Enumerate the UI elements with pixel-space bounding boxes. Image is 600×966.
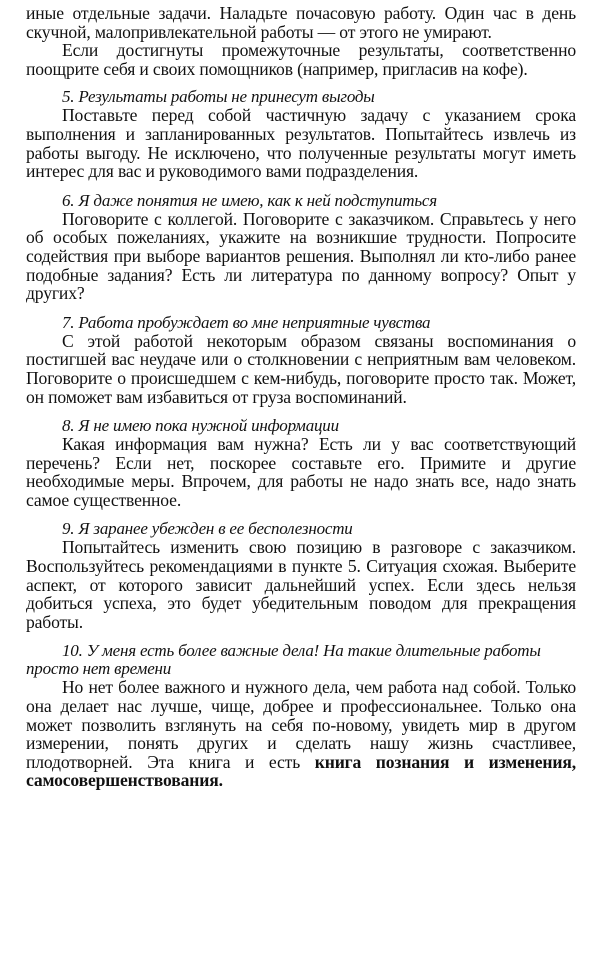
section-heading: 9. Я заранее убежден в ее бесполезности xyxy=(62,519,353,539)
section-body xyxy=(26,678,576,790)
section-body: Поставьте перед собой частичную задачу с указанием срока выполнения и запланированных результатов. Попытайтесь извлечь из работы выгоду. Не исключено, что полученные результаты могут иметь интерес для вас и руководимого вами подразделения. xyxy=(26,105,576,182)
section-heading: 5. Результаты работы не принесут выгоды xyxy=(62,87,375,107)
section-6 xyxy=(26,192,576,303)
book-emphasis: книга познания и изменения, самосовершенствования. xyxy=(26,751,576,791)
section-heading: 7. Работа пробуждает во мне неприятные чувства xyxy=(62,312,431,332)
section-body: Поговорите с коллегой. Поговорите с заказчиком. Справьтесь у него об особых пожеланиях, укажите на возникшие трудности. Попросите содействия при выборе вариантов решения. Выполнял ли кто-либо ранее подобные задания? Есть ли литература по данному вопросу? Опыт у других? xyxy=(26,208,576,304)
section-5 xyxy=(26,88,576,180)
section-body: Попытайтесь изменить свою позицию в разговоре с заказчиком. Воспользуйтесь рекомендациями в пункте 5. Ситуация схожая. Выберите аспект, от которого зависит дальнейший успех. Если здесь нельзя добиться успеха, это будет убедительным поводом для прекращения работы. xyxy=(26,537,576,632)
section-7 xyxy=(26,314,576,406)
section-8 xyxy=(26,417,576,509)
section-9 xyxy=(26,520,576,631)
section-heading: 10. У меня есть более важные дела! На такие длительные работы просто нет времени xyxy=(26,641,541,679)
section-heading: 8. Я не имею пока нужной информации xyxy=(62,416,339,436)
section-body: С этой работой некоторым образом связаны воспоминания о постигшей вас неудаче или о столкновении с неприятным вам человеком. Поговорите о происшедшем с кем-нибудь, поговорите просто так. Может, он поможет вам избавиться от груза воспоминаний. xyxy=(26,330,576,407)
section-heading: 6. Я даже понятия не имею, как к ней подступиться xyxy=(62,190,437,210)
intro-paragraph: Если достигнуты промежуточные результаты, соответственно поощрите себя и своих помощников (например, пригласив на кофе). xyxy=(26,40,576,79)
document-page xyxy=(26,4,576,790)
section-body-text: Но нет более важного и нужного дела, чем работа над собой. Только она делает нас лучше, чище, добрее и профессиональнее. Только она может позволить взглянуть на себя по-новому, увидеть мир в другом измерении, понять других и сделать нашу жизнь счастливее, плодотворней. Эта книга и есть xyxy=(26,677,576,772)
section-body: Какая информация вам нужна? Есть ли у вас соответствующий перечень? Если нет, поскорее составьте его. Примите и другие необходимые меры. Впрочем, для работы не надо знать все, надо знать самое существенное. xyxy=(26,434,576,510)
intro-paragraph: иные отдельные задачи. Наладьте почасовую работу. Один час в день скучной, малопривлекательной работы — от этого не умирают. xyxy=(26,3,576,42)
section-10 xyxy=(26,642,576,790)
